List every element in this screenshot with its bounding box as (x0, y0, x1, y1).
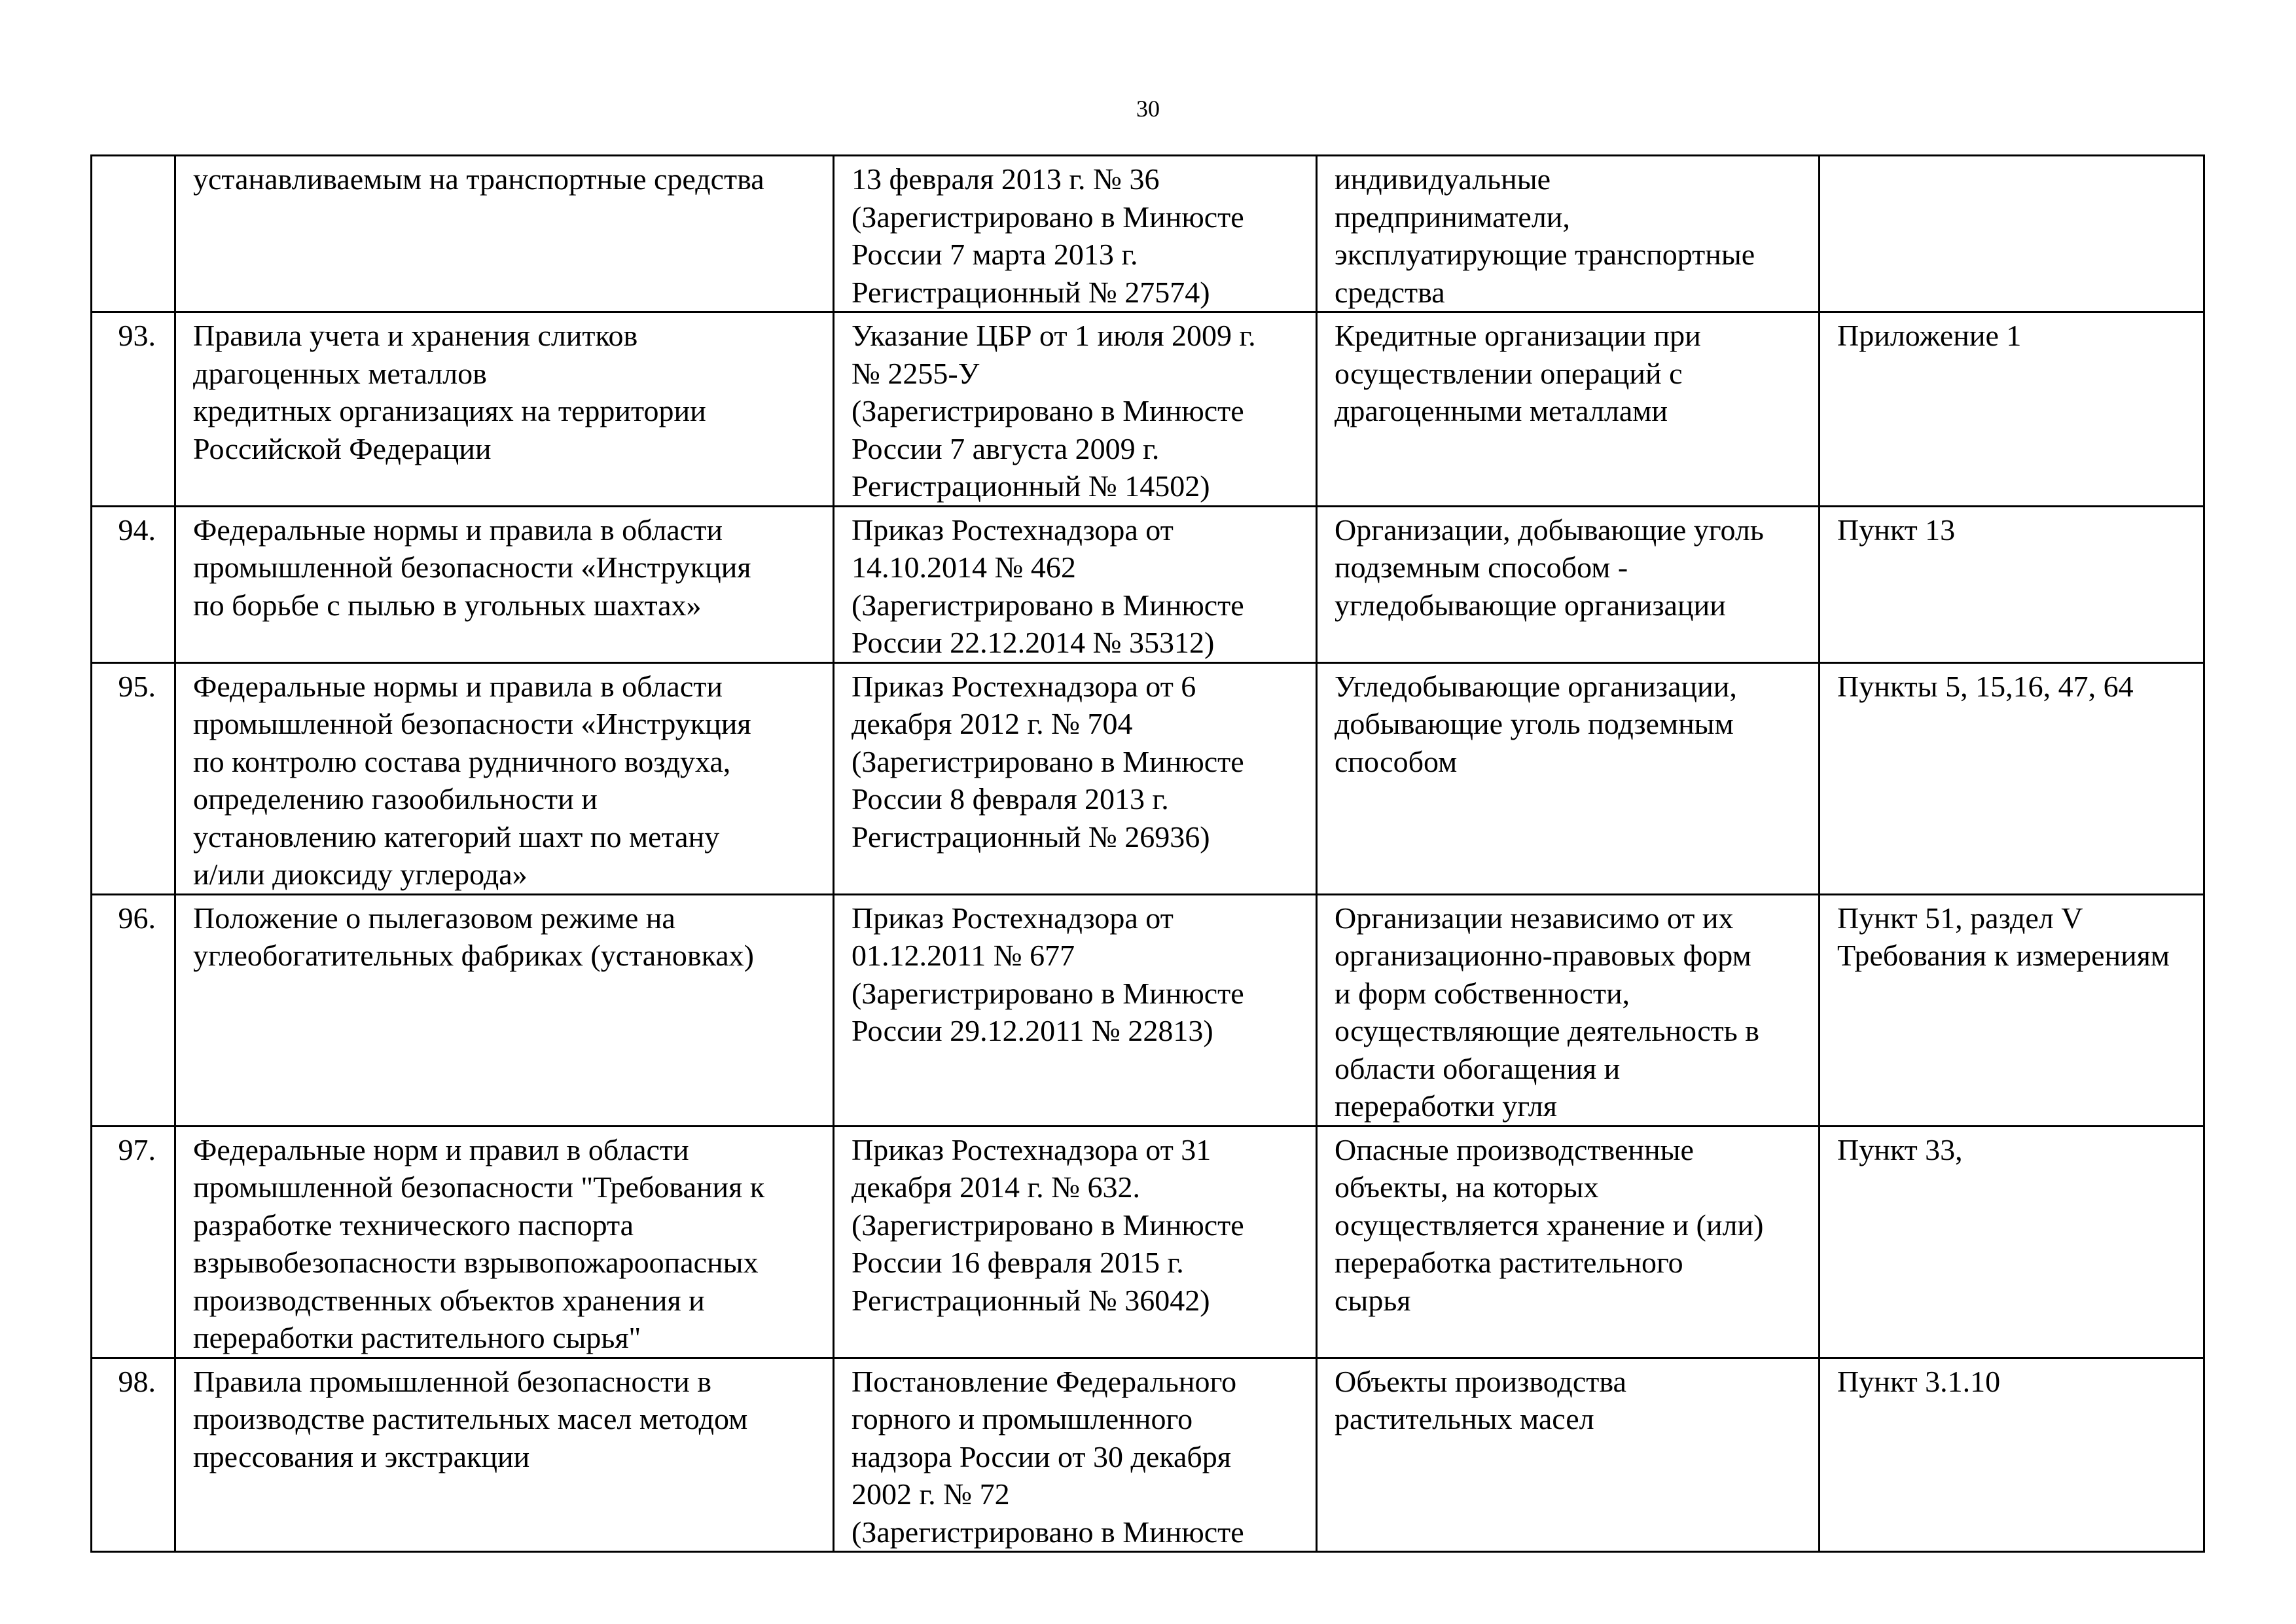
subjects: Организации независимо от их организационно-правовых форм и форм собственности, осуществляющие деятельность в области обогащения и переработки угля (1317, 894, 1820, 1126)
table-row (92, 894, 2204, 1126)
subjects: Организации, добывающие уголь подземным способом - угледобывающие организации (1317, 506, 1820, 662)
page-number: 30 (1136, 96, 1160, 122)
approving-act: Постановление Федерального горного и промышленного надзора России от 30 декабря 2002 г. № 72 (Зарегистрировано в Минюсте (834, 1358, 1317, 1552)
regulations-table (90, 154, 2205, 1553)
table-row (92, 506, 2204, 662)
document-name: Положение о пылегазовом режиме на углеобогатительных фабриках (установках) (175, 894, 834, 1126)
document-name: устанавливаемым на транспортные средства (175, 156, 834, 312)
applicable-items: Пункт 3.1.10 (1820, 1358, 2204, 1552)
document-name: Правила учета и хранения слитков драгоценных металлов кредитных организациях на территории Российской Федерации (175, 312, 834, 507)
approving-act: Приказ Ростехнадзора от 01.12.2011 № 677 (Зарегистрировано в Минюсте России 29.12.2011 № 22813) (834, 894, 1317, 1126)
approving-act: Указание ЦБР от 1 июля 2009 г. № 2255-У (Зарегистрировано в Минюсте России 7 августа 2009 г. Регистрационный № 14502) (834, 312, 1317, 507)
table-row (92, 1358, 2204, 1552)
applicable-items: Приложение 1 (1820, 312, 2204, 507)
applicable-items: Пункты 5, 15,16, 47, 64 (1820, 662, 2204, 894)
document-name: Федеральные нормы и правила в области промышленной безопасности «Инструкция по контролю состава рудничного воздуха, определению газообильности и установлению категорий шахт по метану и/или диоксиду углерода» (175, 662, 834, 894)
row-number (92, 156, 175, 312)
table-row (92, 1126, 2204, 1358)
row-number: 95. (92, 662, 175, 894)
approving-act: 13 февраля 2013 г. № 36 (Зарегистрировано в Минюсте России 7 марта 2013 г. Регистрационный № 27574) (834, 156, 1317, 312)
subjects: Объекты производства растительных масел (1317, 1358, 1820, 1552)
row-number: 97. (92, 1126, 175, 1358)
approving-act: Приказ Ростехнадзора от 14.10.2014 № 462 (Зарегистрировано в Минюсте России 22.12.2014 № 35312) (834, 506, 1317, 662)
applicable-items: Пункт 51, раздел V Требования к измерениям (1820, 894, 2204, 1126)
subjects: индивидуальные предприниматели, эксплуатирующие транспортные средства (1317, 156, 1820, 312)
row-number: 96. (92, 894, 175, 1126)
row-number: 93. (92, 312, 175, 507)
subjects: Угледобывающие организации, добывающие уголь подземным способом (1317, 662, 1820, 894)
applicable-items (1820, 156, 2204, 312)
table-row (92, 156, 2204, 312)
subjects: Кредитные организации при осуществлении операций с драгоценными металлами (1317, 312, 1820, 507)
document-name: Федеральные нормы и правила в области промышленной безопасности «Инструкция по борьбе с пылью в угольных шахтах» (175, 506, 834, 662)
document-name: Правила промышленной безопасности в производстве растительных масел методом прессования и экстракции (175, 1358, 834, 1552)
subjects: Опасные производственные объекты, на которых осуществляется хранение и (или) переработка растительного сырья (1317, 1126, 1820, 1358)
row-number: 98. (92, 1358, 175, 1552)
applicable-items: Пункт 13 (1820, 506, 2204, 662)
approving-act: Приказ Ростехнадзора от 31 декабря 2014 г. № 632. (Зарегистрировано в Минюсте России 16 февраля 2015 г. Регистрационный № 36042) (834, 1126, 1317, 1358)
document-name: Федеральные норм и правил в области промышленной безопасности "Требования к разработке технического паспорта взрывобезопасности взрывопожароопасных производственных объектов хранения и переработки растительного сырья" (175, 1126, 834, 1358)
approving-act: Приказ Ростехнадзора от 6 декабря 2012 г. № 704 (Зарегистрировано в Минюсте России 8 февраля 2013 г. Регистрационный № 26936) (834, 662, 1317, 894)
table-row (92, 662, 2204, 894)
applicable-items: Пункт 33, (1820, 1126, 2204, 1358)
row-number: 94. (92, 506, 175, 662)
table-row (92, 312, 2204, 507)
